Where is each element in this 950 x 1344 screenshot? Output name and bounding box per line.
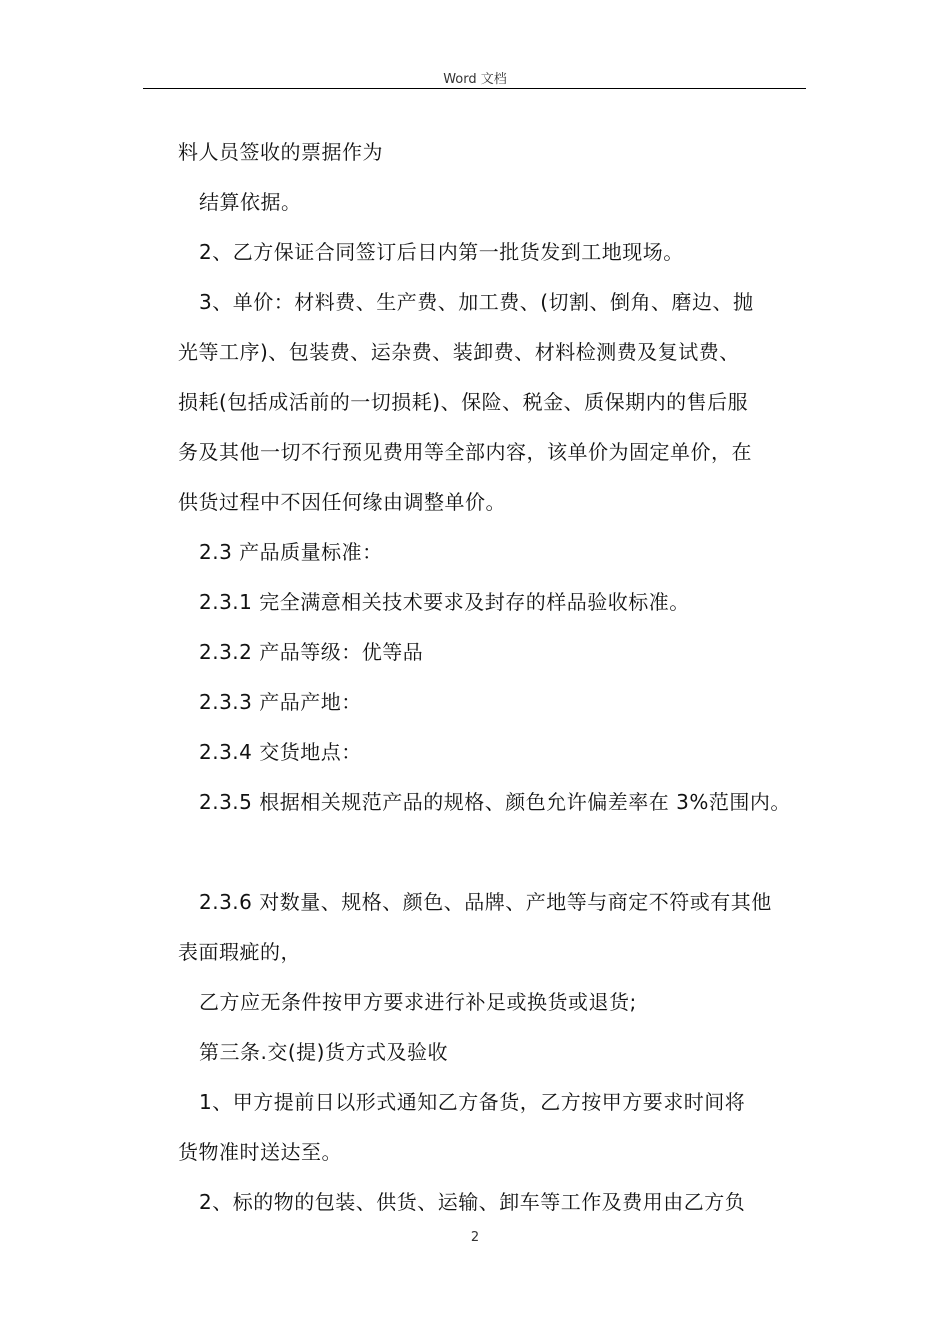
blank-line — [178, 827, 810, 877]
section-heading: 第三条.交(提)货方式及验收 — [199, 1040, 448, 1064]
paragraph-line: 表面瑕疵的， — [178, 940, 301, 964]
paragraph-line: 2.3.3 产品产地： — [199, 690, 362, 714]
paragraph-line: 供货过程中不因任何缘由调整单价。 — [178, 490, 506, 514]
paragraph-line: 务及其他一切不行预见费用等全部内容，该单价为固定单价，在 — [178, 440, 752, 464]
paragraph-line: 光等工序)、包装费、运杂费、装卸费、材料检测费及复试费、 — [178, 340, 740, 364]
paragraph-line: 2.3.5 根据相关规范产品的规格、颜色允许偏差率在 3%范围内。 — [199, 790, 791, 814]
paragraph-line: 3、单价：材料费、生产费、加工费、(切割、倒角、磨边、抛 — [199, 290, 754, 314]
document-body — [178, 127, 810, 1227]
paragraph-line: 2.3.1 完全满意相关技术要求及封存的样品验收标准。 — [199, 590, 690, 614]
header-divider — [143, 88, 806, 89]
paragraph-line: 2.3.4 交货地点： — [199, 740, 362, 764]
paragraph-line: 2、乙方保证合同签订后日内第一批货发到工地现场。 — [199, 240, 684, 264]
page-number: 2 — [470, 1230, 480, 1245]
paragraph-line: 1、甲方提前日以形式通知乙方备货，乙方按甲方要求时间将 — [199, 1090, 746, 1114]
section-heading: 2.3 产品质量标准： — [199, 540, 383, 564]
paragraph-line: 2.3.2 产品等级：优等品 — [199, 640, 424, 664]
paragraph-line: 损耗(包括成活前的一切损耗)、保险、税金、质保期内的售后服 — [178, 390, 749, 414]
page-header: Word 文档 — [443, 72, 507, 87]
paragraph-line: 结算依据。 — [199, 190, 302, 214]
paragraph-line: 2、标的物的包装、供货、运输、卸车等工作及费用由乙方负 — [199, 1190, 746, 1214]
paragraph-line: 2.3.6 对数量、规格、颜色、品牌、产地等与商定不符或有其他 — [199, 890, 772, 914]
paragraph-line: 料人员签收的票据作为 — [178, 140, 383, 164]
paragraph-line: 乙方应无条件按甲方要求进行补足或换货或退货; — [199, 990, 637, 1014]
paragraph-line: 货物准时送达至。 — [178, 1140, 342, 1164]
